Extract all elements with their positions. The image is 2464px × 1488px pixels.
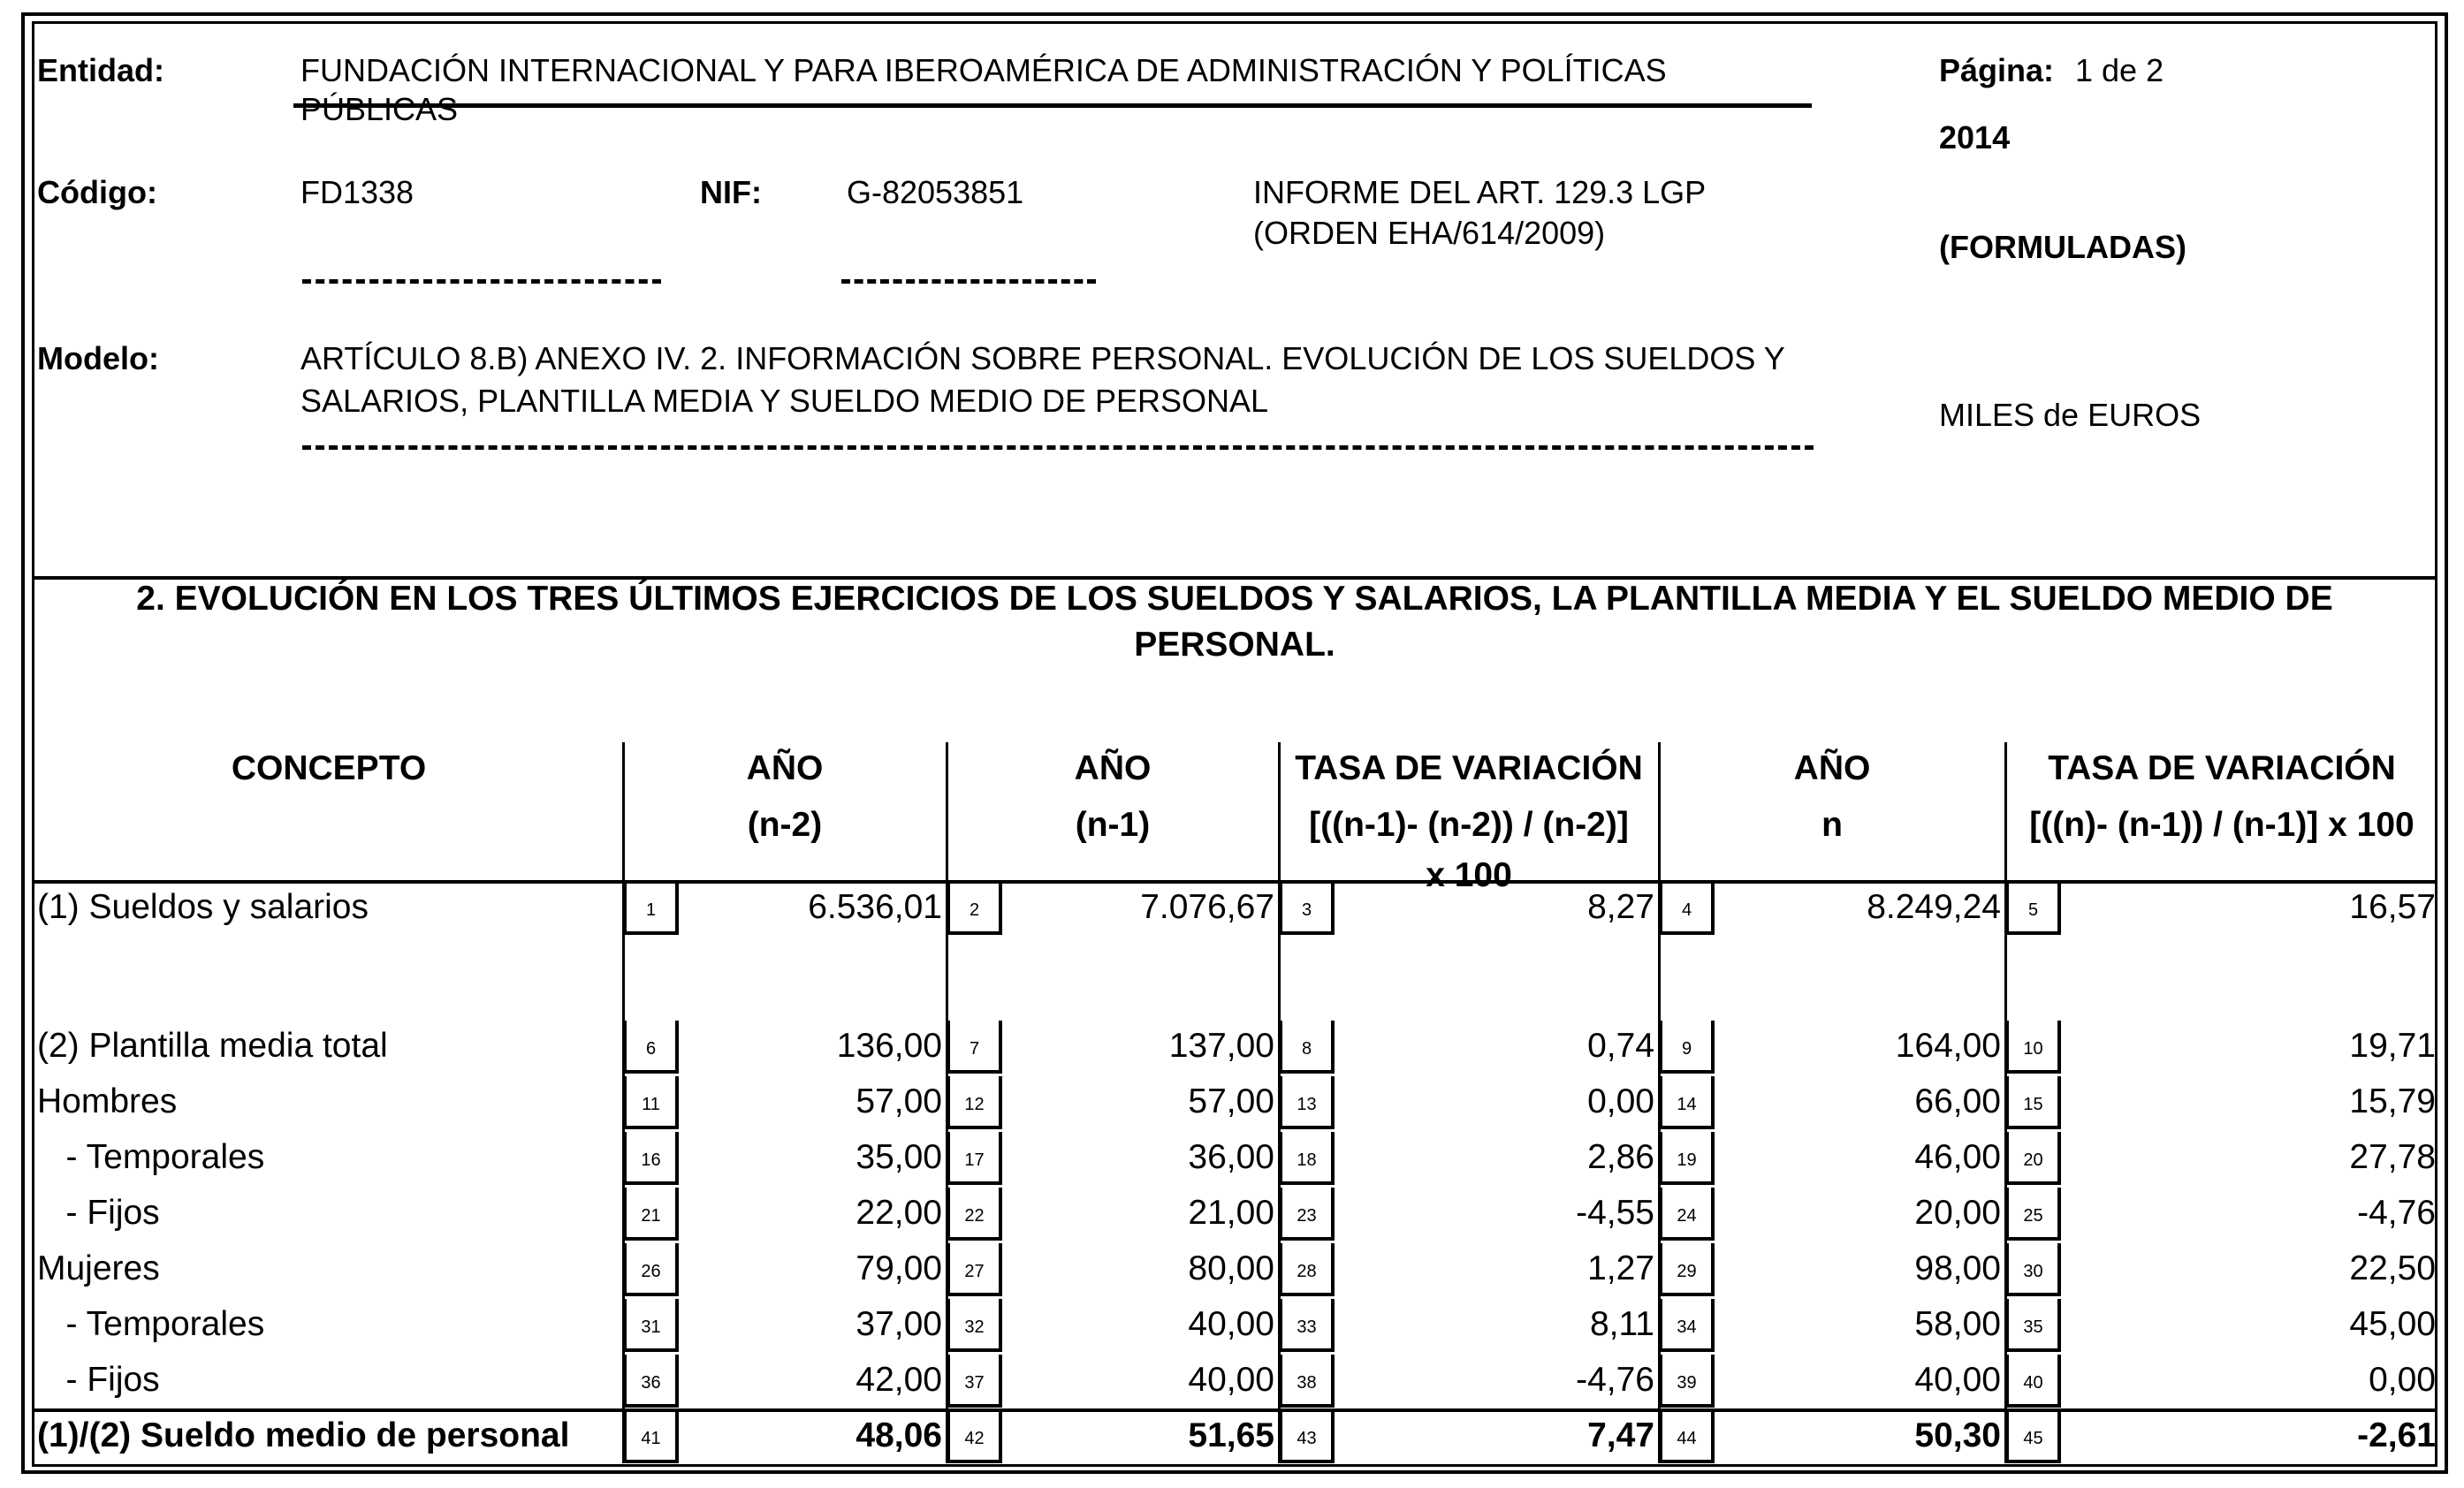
cell-ref-number: 31 <box>624 1299 679 1352</box>
cell-ref-number: 7 <box>947 1021 1002 1074</box>
cell-value: 7.076,67 <box>1140 888 1274 926</box>
cell-value: 27,78 <box>2349 1138 2436 1176</box>
col-header-n2-line1: AÑO <box>746 749 824 787</box>
cell-value: 0,00 <box>2369 1361 2436 1399</box>
entidad-underline <box>293 103 1812 108</box>
cell-ref-number: 12 <box>947 1076 1002 1129</box>
cell-ref-number: 1 <box>624 882 679 935</box>
cell-ref-number: 14 <box>1660 1076 1715 1129</box>
cell-ref-number: 26 <box>624 1243 679 1296</box>
cell-value: 45,00 <box>2349 1305 2436 1343</box>
pagina-value: 1 de 2 <box>2075 52 2164 88</box>
cell-value: 136,00 <box>836 1027 942 1065</box>
row-concept: (2) Plantilla media total <box>37 1027 388 1065</box>
cell-ref-number: 5 <box>2006 882 2061 935</box>
cell-value: 2,86 <box>1587 1138 1654 1176</box>
cell-value: 98,00 <box>1914 1249 2001 1287</box>
cell-ref-number: 32 <box>947 1299 1002 1352</box>
cell-value: 0,00 <box>1587 1082 1654 1120</box>
cell-value: -2,61 <box>2357 1416 2436 1454</box>
codigo-underline <box>302 279 661 284</box>
cell-value: -4,76 <box>2357 1194 2436 1232</box>
cell-ref-number: 34 <box>1660 1299 1715 1352</box>
row-concept: Mujeres <box>37 1249 160 1287</box>
cell-ref-number: 6 <box>624 1021 679 1074</box>
informe-line2: (ORDEN EHA/614/2009) <box>1253 215 1606 251</box>
cell-ref-number: 8 <box>1280 1021 1335 1074</box>
cell-value: 22,50 <box>2349 1249 2436 1287</box>
cell-value: -4,76 <box>1576 1361 1654 1399</box>
col-header-tasa2-line1: TASA DE VARIACIÓN <box>2048 749 2396 787</box>
cell-value: 8,27 <box>1587 888 1654 926</box>
cell-value: 79,00 <box>856 1249 942 1287</box>
cell-value: 58,00 <box>1914 1305 2001 1343</box>
cell-ref-number: 15 <box>2006 1076 2061 1129</box>
cell-ref-number: 24 <box>1660 1188 1715 1241</box>
col-header-n1-line2: (n-1) <box>1075 806 1151 844</box>
cell-ref-number: 30 <box>2006 1243 2061 1296</box>
row-concept: - Temporales <box>37 1305 265 1343</box>
row-concept: (1)/(2) Sueldo medio de personal <box>37 1416 570 1454</box>
col-header-n2-line2: (n-2) <box>747 806 823 844</box>
cell-value: 50,30 <box>1914 1416 2001 1454</box>
cell-value: 22,00 <box>856 1194 942 1232</box>
modelo-label: Modelo: <box>37 340 159 376</box>
cell-value: 40,00 <box>1188 1305 1274 1343</box>
col-header-n-line1: AÑO <box>1793 749 1871 787</box>
cell-ref-number: 19 <box>1660 1132 1715 1185</box>
cell-ref-number: 35 <box>2006 1299 2061 1352</box>
cell-ref-number: 36 <box>624 1355 679 1408</box>
cell-value: 46,00 <box>1914 1138 2001 1176</box>
cell-ref-number: 33 <box>1280 1299 1335 1352</box>
cell-value: 66,00 <box>1914 1082 2001 1120</box>
cell-ref-number: 13 <box>1280 1076 1335 1129</box>
total-top-rule <box>32 1408 2437 1412</box>
nif-label: NIF: <box>700 174 762 210</box>
cell-ref-number: 42 <box>947 1410 1002 1463</box>
cell-value: 164,00 <box>1895 1027 2001 1065</box>
cell-ref-number: 4 <box>1660 882 1715 935</box>
col-header-n1-line1: AÑO <box>1074 749 1152 787</box>
cell-value: 37,00 <box>856 1305 942 1343</box>
cell-value: 6.536,01 <box>808 888 942 926</box>
entidad-value-clip <box>300 51 1812 127</box>
row-concept: (1) Sueldos y salarios <box>37 888 369 926</box>
col-header-tasa1-line3: x 100 <box>1426 856 1512 894</box>
cell-value: 8.249,24 <box>1867 888 2001 926</box>
formuladas-label: (FORMULADAS) <box>1939 229 2186 265</box>
cell-ref-number: 43 <box>1280 1410 1335 1463</box>
cell-ref-number: 39 <box>1660 1355 1715 1408</box>
cell-ref-number: 21 <box>624 1188 679 1241</box>
entidad-value-line2: PÚBLICAS <box>300 91 459 127</box>
cell-ref-number: 9 <box>1660 1021 1715 1074</box>
cell-value: 15,79 <box>2349 1082 2436 1120</box>
pagina-label: Página: <box>1939 52 2055 88</box>
cell-value: 57,00 <box>1188 1082 1274 1120</box>
cell-ref-number: 28 <box>1280 1243 1335 1296</box>
cell-ref-number: 10 <box>2006 1021 2061 1074</box>
section-title: 2. EVOLUCIÓN EN LOS TRES ÚLTIMOS EJERCICIOS DE LOS SUELDOS Y SALARIOS, LA PLANTILLA MEDIA Y EL SUELDO MEDIO DE PERSONAL. <box>136 580 2333 664</box>
cell-value: 8,11 <box>1589 1305 1654 1343</box>
row-concept: - Fijos <box>37 1361 160 1399</box>
row-concept: - Temporales <box>37 1138 265 1176</box>
cell-ref-number: 16 <box>624 1132 679 1185</box>
cell-value: -4,55 <box>1576 1194 1654 1232</box>
modelo-line1: ARTÍCULO 8.B) ANEXO IV. 2. INFORMACIÓN SOBRE PERSONAL. EVOLUCIÓN DE LOS SUELDOS Y <box>300 340 1785 376</box>
cell-value: 21,00 <box>1188 1194 1274 1232</box>
cell-ref-number: 2 <box>947 882 1002 935</box>
header-bottom-rule <box>32 880 2437 884</box>
cell-ref-number: 37 <box>947 1355 1002 1408</box>
cell-ref-number: 27 <box>947 1243 1002 1296</box>
col-header-concepto: CONCEPTO <box>231 749 427 787</box>
col-header-tasa1-line1: TASA DE VARIACIÓN <box>1295 749 1643 787</box>
cell-ref-number: 29 <box>1660 1243 1715 1296</box>
row-concept: - Fijos <box>37 1194 160 1232</box>
cell-value: 57,00 <box>856 1082 942 1120</box>
cell-ref-number: 3 <box>1280 882 1335 935</box>
col-header-n-line2: n <box>1821 806 1843 844</box>
cell-value: 0,74 <box>1587 1027 1654 1065</box>
entidad-value: FUNDACIÓN INTERNACIONAL Y PARA IBEROAMÉRICA DE ADMINISTRACIÓN Y POLÍTICAS <box>300 52 1667 88</box>
cell-ref-number: 18 <box>1280 1132 1335 1185</box>
row-concept: Hombres <box>37 1082 178 1120</box>
cell-value: 20,00 <box>1914 1194 2001 1232</box>
cell-value: 1,27 <box>1587 1249 1654 1287</box>
cell-ref-number: 38 <box>1280 1355 1335 1408</box>
modelo-underline <box>302 445 1814 450</box>
cell-value: 36,00 <box>1188 1138 1274 1176</box>
codigo-label: Código: <box>37 174 157 210</box>
cell-ref-number: 22 <box>947 1188 1002 1241</box>
cell-ref-number: 11 <box>624 1076 679 1129</box>
cell-value: 40,00 <box>1914 1361 2001 1399</box>
nif-value: G-82053851 <box>847 174 1024 210</box>
cell-value: 137,00 <box>1168 1027 1274 1065</box>
cell-ref-number: 41 <box>624 1410 679 1463</box>
col-header-tasa1-line2: [((n-1)- (n-2)) / (n-2)] <box>1309 806 1629 844</box>
modelo-line2: SALARIOS, PLANTILLA MEDIA Y SUELDO MEDIO DE PERSONAL <box>300 383 1269 419</box>
cell-value: 80,00 <box>1188 1249 1274 1287</box>
cell-value: 7,47 <box>1587 1416 1654 1454</box>
units-label: MILES de EUROS <box>1939 397 2202 433</box>
entidad-label: Entidad: <box>37 52 164 88</box>
cell-ref-number: 17 <box>947 1132 1002 1185</box>
col-header-tasa2-line2: [((n)- (n-1)) / (n-1)] x 100 <box>2029 806 2415 844</box>
informe-line1: INFORME DEL ART. 129.3 LGP <box>1253 174 1707 210</box>
cell-ref-number: 25 <box>2006 1188 2061 1241</box>
codigo-value: FD1338 <box>300 174 414 210</box>
cell-ref-number: 40 <box>2006 1355 2061 1408</box>
cell-value: 19,71 <box>2349 1027 2436 1065</box>
cell-ref-number: 45 <box>2006 1410 2061 1463</box>
cell-value: 35,00 <box>856 1138 942 1176</box>
cell-value: 16,57 <box>2349 888 2436 926</box>
cell-ref-number: 23 <box>1280 1188 1335 1241</box>
cell-value: 40,00 <box>1188 1361 1274 1399</box>
report-year: 2014 <box>1939 119 2011 156</box>
cell-ref-number: 44 <box>1660 1410 1715 1463</box>
cell-ref-number: 20 <box>2006 1132 2061 1185</box>
nif-underline <box>841 279 1096 284</box>
cell-value: 42,00 <box>856 1361 942 1399</box>
cell-value: 51,65 <box>1188 1416 1274 1454</box>
cell-value: 48,06 <box>856 1416 942 1454</box>
